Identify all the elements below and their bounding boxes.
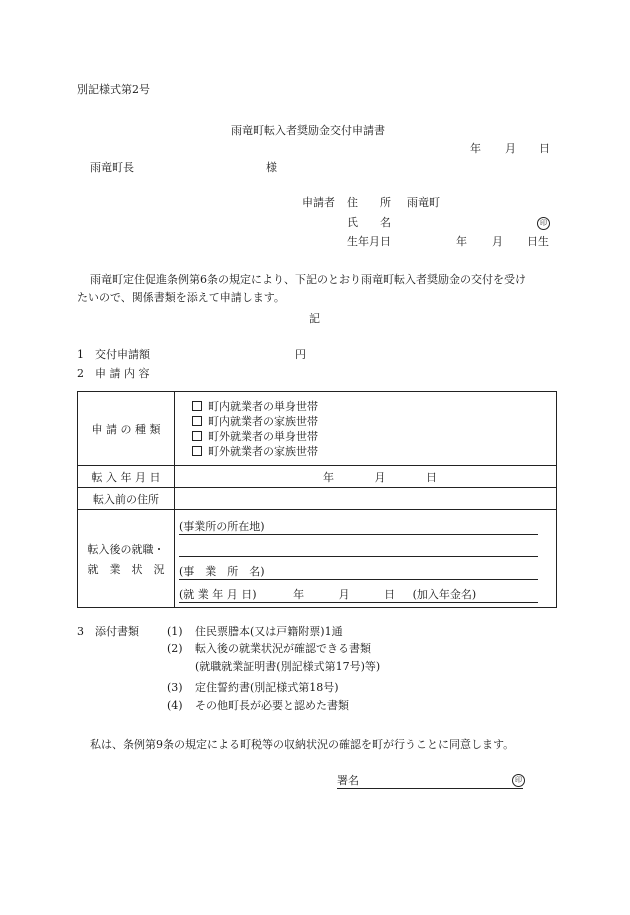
birth-year: 年 xyxy=(456,235,467,248)
pension-label: (加入年金名) xyxy=(412,587,477,601)
table-row xyxy=(78,392,557,466)
type-option-2[interactable] xyxy=(175,414,556,429)
date-year: 年 xyxy=(470,142,481,155)
type-options xyxy=(175,392,557,466)
employment-label xyxy=(78,510,175,608)
item1-unit: 円 xyxy=(295,348,306,361)
doc-1-num: (1) xyxy=(167,625,183,638)
application-table xyxy=(77,391,557,608)
type-option-4[interactable] xyxy=(175,444,556,459)
table-row xyxy=(78,466,557,488)
form-number: 別記様式第2号 xyxy=(77,83,150,96)
move-date-year: 年 xyxy=(323,470,334,484)
move-date-month: 月 xyxy=(374,470,386,484)
doc-3-text: 定住誓約書(別記様式第18号) xyxy=(195,681,339,694)
type-label: 申 請 の 種 類 xyxy=(78,392,175,466)
item2-number: 2 xyxy=(77,367,84,380)
employment-date-day: 日 xyxy=(384,587,396,601)
type-option-4-label: 町外就業者の家族世帯 xyxy=(208,444,318,458)
item3-label: 添付書類 xyxy=(95,625,139,638)
type-option-1[interactable] xyxy=(175,399,556,414)
signature-label: 署名 xyxy=(337,774,359,787)
employment-date-field[interactable] xyxy=(179,587,538,603)
checkbox-icon[interactable] xyxy=(192,431,202,441)
type-option-3[interactable] xyxy=(175,429,556,444)
prev-address-field[interactable] xyxy=(175,488,557,510)
type-option-2-label: 町内就業者の家族世帯 xyxy=(208,414,318,428)
doc-4-num: (4) xyxy=(167,699,183,712)
item1-number: 1 xyxy=(77,348,84,361)
document-title: 雨竜町転入者奨励金交付申請書 xyxy=(231,124,385,137)
employment-date-label: (就 業 年 月 日) xyxy=(179,587,257,601)
name-label: 氏 名 xyxy=(347,216,391,229)
seal-icon: 印 xyxy=(537,217,550,230)
addressee-name: 雨竜町長 xyxy=(90,161,134,174)
employment-date-month: 月 xyxy=(338,587,350,601)
move-date-field[interactable] xyxy=(175,466,557,488)
workplace-location-field-2[interactable] xyxy=(179,541,538,557)
prev-address-label: 転入前の住所 xyxy=(78,488,175,510)
date-day: 日 xyxy=(539,142,550,155)
employment-label-line-2: 就 業 状 況 xyxy=(87,562,165,576)
table-row xyxy=(78,510,557,608)
applicant-label: 申請者 xyxy=(302,196,335,209)
type-option-3-label: 町外就業者の単身世帯 xyxy=(208,429,318,443)
item1-label: 交付申請額 xyxy=(95,348,150,361)
checkbox-icon[interactable] xyxy=(192,401,202,411)
doc-2b-text: (就職就業証明書(別記様式第17号)等) xyxy=(195,660,381,673)
birthdate-label: 生年月日 xyxy=(347,235,391,248)
employment-label-line-1: 転入後の就職・ xyxy=(87,542,165,556)
employment-fields[interactable] xyxy=(175,510,557,608)
date-month: 月 xyxy=(505,142,516,155)
doc-3-num: (3) xyxy=(167,681,183,694)
item3-number: 3 xyxy=(77,625,84,638)
signature-seal-icon: 印 xyxy=(512,774,525,787)
doc-2-num: (2) xyxy=(167,642,183,655)
move-date-label: 転 入 年 月 日 xyxy=(78,466,175,488)
addressee-honorific: 様 xyxy=(266,161,277,174)
doc-2-text: 転入後の就業状況が確認できる書類 xyxy=(195,642,371,655)
move-date-day: 日 xyxy=(426,470,437,484)
doc-1-text: 住民票謄本(又は戸籍附票)1通 xyxy=(195,625,343,638)
ki-label: 記 xyxy=(309,312,320,325)
workplace-location-field[interactable]: (事業所の所在地) xyxy=(179,519,538,535)
type-option-1-label: 町内就業者の単身世帯 xyxy=(208,399,318,413)
address-label: 住 所 xyxy=(347,196,391,209)
signature-field[interactable] xyxy=(337,774,523,789)
table-row xyxy=(78,488,557,510)
checkbox-icon[interactable] xyxy=(192,446,202,456)
doc-4-text: その他町長が必要と認めた書類 xyxy=(195,699,349,712)
address-value: 雨竜町 xyxy=(407,196,440,209)
consent-text: 私は、条例第9条の規定による町税等の収納状況の確認を町が行うことに同意します。 xyxy=(90,738,515,751)
body-text-line-2: たいので、関係書類を添えて申請します。 xyxy=(77,291,285,304)
checkbox-icon[interactable] xyxy=(192,416,202,426)
workplace-name-field[interactable]: (事 業 所 名) xyxy=(179,564,538,580)
birth-day: 日生 xyxy=(527,235,549,248)
birth-month: 月 xyxy=(492,235,503,248)
item2-label: 申 請 内 容 xyxy=(95,367,150,380)
employment-date-year: 年 xyxy=(293,587,305,601)
body-text-line-1: 雨竜町定住促進条例第6条の規定により、下記のとおり雨竜町転入者奨励金の交付を受け xyxy=(90,273,526,286)
